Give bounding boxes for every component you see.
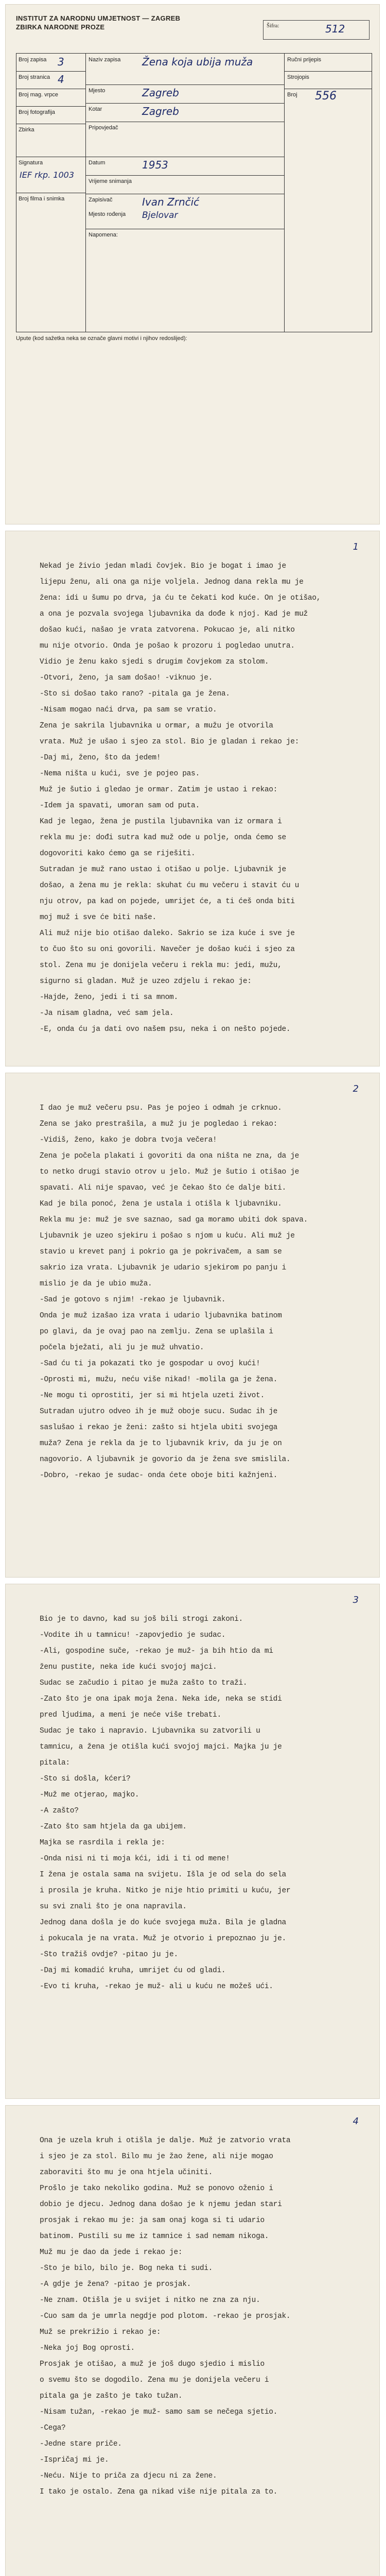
field-value: 4 <box>58 73 64 86</box>
field-label: Broj zapisa <box>19 57 47 63</box>
text-line: -Nisam mogao naći drva, pa sam se vratio. <box>40 706 217 714</box>
field-label: Broj filma i snimka <box>19 196 65 202</box>
typed-page-2 <box>5 1073 380 1578</box>
text-line: I žena je ostala sama na svijetu. Išla je od sela do sela <box>40 1871 286 1879</box>
left-column <box>16 54 86 332</box>
field-label: Mjesto rođenja <box>89 211 126 217</box>
text-line: ženu pustite, neka ide kući svojoj majci. <box>40 1663 217 1671</box>
typed-page-1 <box>5 531 380 1066</box>
text-line: -Onda nisi ni ti moja kći, idi i ti od mene! <box>40 1855 230 1863</box>
card-header <box>16 14 180 31</box>
text-line: i prosila je kruha. Nitko je nije htio primiti u kuću, jer <box>40 1887 291 1895</box>
text-line: pitala ga je zašto je tako tužan. <box>40 2392 183 2400</box>
text-line: Žena je počela plakati i govoriti da ona ništa ne zna, da je <box>40 1152 300 1160</box>
field-label: Strojopis <box>287 74 309 80</box>
text-line: -Ispričaj mi je. <box>40 2456 109 2464</box>
page-number: 3 <box>353 1595 359 1605</box>
field-value: Ivan Zrnčić <box>142 196 200 208</box>
text-line: prosjak i rekao mu je: ja sam onaj koga si ti udario <box>40 2216 265 2225</box>
field-value: Zagreb <box>142 87 179 99</box>
text-line: to netko drugi stavio otrov u jelo. Muž je šutio i otišao je <box>40 1168 300 1176</box>
right-column <box>284 54 372 332</box>
code-box <box>263 20 370 40</box>
text-line: -Otvori, ženo, ja sam došao! -viknuo je. <box>40 674 213 682</box>
text-line: -Vidiš, ženo, kako je dobra tvoja večera! <box>40 1136 217 1144</box>
text-line: došao, a žena mu je rekla: skuhat ću mu večeru i stavit ću u <box>40 882 300 890</box>
page-number: 4 <box>353 2116 359 2127</box>
field-label: Vrijeme snimanja <box>89 178 132 184</box>
text-line: o svemu što se dogodilo. Žena mu je donijela večeru i <box>40 2376 269 2384</box>
text-line: -E, onda ću ja dati ovo našem psu, neka i on nešto pojede. <box>40 1025 291 1033</box>
text-line: -Nisam tužan, -rekao je muž- samo sam se nečega sjetio. <box>40 2408 278 2416</box>
text-line: -Što si došao tako rano? -pitala ga je žena. <box>40 690 230 698</box>
text-line: došao kući, našao je vrata zatvorena. Pokucao je, ali nitko <box>40 626 295 634</box>
text-line: Nekad je živio jedan mladi čovjek. Bio je bogat i imao je <box>40 562 286 570</box>
text-line: -Ali, gospodine suče, -rekao je muž- ja bih htio da mi <box>40 1647 273 1655</box>
field-value: IEF rkp. 1003 <box>20 170 75 180</box>
text-line: i pokucala je na vrata. Muž je otvorio i prepoznao ju je. <box>40 1935 286 1943</box>
text-line: -Muž me otjerao, majko. <box>40 1791 139 1799</box>
text-line: -Ne mogu ti oprostiti, jer si mi htjela uzeti život. <box>40 1392 265 1400</box>
note-label: Napomena: <box>89 232 118 238</box>
text-line: Žena je sakrila ljubavnika u ormar, a mužu je otvorila <box>40 722 273 730</box>
text-line: Sudac se začudio i pitao je muža zašto to traži. <box>40 1679 248 1687</box>
field-label: Zapisivač <box>89 197 113 203</box>
text-line: I tako je ostalo. Žena ga nikad više nije pitala za to. <box>40 2488 278 2496</box>
text-line: -Čuo sam da je umrla negdje pod plotom. -rekao je prosjak. <box>40 2312 291 2320</box>
text-line: -A gdje je žena? -pitao je prosjak. <box>40 2280 191 2289</box>
text-line: sakrio iza vrata. Ljubavnik je udario sjekirom po panju i <box>40 1264 286 1272</box>
text-line: mu nije otvorio. Onda je pošao k prozoru i pogledao unutra. <box>40 642 295 650</box>
text-line: su svi znali što je ona napravila. <box>40 1903 187 1911</box>
field-value: 1953 <box>142 159 168 171</box>
field-value: Bjelovar <box>142 210 178 221</box>
text-line: vrata. Muž je ušao i sjeo za stol. Bio je gladan i rekao je: <box>40 738 300 746</box>
text-line: Sutradan ujutro odveo ih je muž oboje sucu. Sudac ih je <box>40 1408 278 1416</box>
text-line: -Dobro, -rekao je sudac- onda ćete oboje biti kažnjeni. <box>40 1471 278 1480</box>
text-line: i sjeo je za stol. Bilo mu je žao žene, ali nije mogao <box>40 2153 273 2161</box>
text-line: -Neću. Nije to priča za djecu ni za žene. <box>40 2472 217 2480</box>
text-line: -Hajde, ženo, jedi i ti sa mnom. <box>40 993 178 1002</box>
text-line: lijepu ženu, ali ona ga nije voljela. Jednog dana rekla mu je <box>40 578 304 586</box>
page-number: 1 <box>353 541 359 552</box>
text-line: -Što si došla, kćeri? <box>40 1775 131 1783</box>
text-line: po glavi, da je ovaj pao na zemlju. Žena se uplašila i <box>40 1328 273 1336</box>
text-line: -Čega? <box>40 2424 66 2432</box>
text-line: -Jedne stare priče. <box>40 2440 122 2448</box>
text-line: nju otrov, pa kad on pojede, umrijet će, a ti ćeš onda biti <box>40 897 295 906</box>
text-line: -Sad ću ti ja pokazati tko je gospodar u ovoj kući! <box>40 1360 260 1368</box>
field-value: Žena koja ubija muža <box>142 56 253 68</box>
text-line: -Vodite ih u tamnicu! -zapovjedio je sudac. <box>40 1631 226 1639</box>
middle-column <box>85 54 285 332</box>
text-line: Jednog dana došla je do kuće svojega muža. Bila je gladna <box>40 1919 286 1927</box>
field-label: Zbirka <box>19 127 34 133</box>
text-line: pred ljudima, a meni je neće više trebati. <box>40 1711 221 1719</box>
typed-page-4 <box>5 2105 380 2576</box>
text-line: saslušao i rekao je ženi: zašto si htjela ubiti svojega <box>40 1423 278 1432</box>
field-value: Zagreb <box>142 105 179 117</box>
text-line: Žena se jako prestrašila, a muž ju je pogledao i rekao: <box>40 1120 278 1128</box>
text-line: -Ja nisam gladna, već sam jela. <box>40 1009 174 1018</box>
field-value: 3 <box>58 56 64 68</box>
text-line: počela bježati, ali ju je muž uhvatio. <box>40 1344 204 1352</box>
text-line: -A zašto? <box>40 1807 79 1815</box>
code-label: Šifra: <box>267 23 279 29</box>
text-line: Majka se rasrdila i rekla je: <box>40 1839 165 1847</box>
text-line: spavati. Ali nije spavao, već je čekao što će dalje biti. <box>40 1184 286 1192</box>
text-line: -Daj mi komadić kruha, umrijet ću od gladi. <box>40 1967 226 1975</box>
field-label: Pripovjedač <box>89 125 118 131</box>
text-line: -Idem ja spavati, umoran sam od puta. <box>40 802 200 810</box>
text-line: -Što tražiš ovdje? -pitao ju je. <box>40 1951 178 1959</box>
text-line: stol. Žena mu je donijela večeru i rekla mu: jedi, mužu, <box>40 961 282 970</box>
text-line: Prosjak je otišao, a muž je još dugo sjedio i mislio <box>40 2360 265 2368</box>
field-label: Datum <box>89 160 106 166</box>
field-value: 556 <box>315 90 337 103</box>
field-label: Broj <box>287 92 297 98</box>
text-line: -Daj mi, ženo, što da jedem! <box>40 754 161 762</box>
text-line: Kad je bila ponoć, žena je ustala i otišla k ljubavniku. <box>40 1200 282 1208</box>
code-value: 512 <box>325 23 345 35</box>
text-line: to čuo što su oni govorili. Navečer je došao kući i sjeo za <box>40 945 295 954</box>
field-label: Signatura <box>19 160 43 166</box>
text-line: Ali muž nije bio otišao daleko. Sakrio se iza kuće i sve je <box>40 929 295 938</box>
index-card <box>5 4 380 524</box>
header-line-institute: INSTITUT ZA NARODNU UMJETNOST — ZAGREB <box>16 14 181 22</box>
text-line: -Zato što je ona ipak moja žena. Neka ide, neka se stidi <box>40 1695 282 1703</box>
text-line: Bio je to davno, kad su još bili strogi zakoni. <box>40 1615 243 1623</box>
field-label: Broj stranica <box>19 74 50 80</box>
text-line: Muž je šutio i gledao je ormar. Zatim je ustao i rekao: <box>40 786 278 794</box>
field-label: Mjesto <box>89 88 106 94</box>
typed-page-3 <box>5 1584 380 2099</box>
text-line: -Zato što sam htjela da ga ubijem. <box>40 1823 187 1831</box>
text-line: Sudac je tako i napravio. Ljubavnika su zatvorili u <box>40 1727 260 1735</box>
text-line: Rekla mu je: muž je sve saznao, sad ga moramo ubiti dok spava. <box>40 1216 308 1224</box>
text-line: -Neka joj Bog oprosti. <box>40 2344 135 2352</box>
text-line: nagovorio. A ljubavnik je govorio da je žena sve smislila. <box>40 1455 291 1464</box>
text-line: Kad je legao, žena je pustila ljubavnika van iz ormara i <box>40 818 282 826</box>
text-line: tamnicu, a žena je otišla kući svojoj majci. Majka ju je <box>40 1743 282 1751</box>
card-grid <box>16 53 372 332</box>
text-line: stavio u krevet panj i pokrio ga je pokrivačem, a sam se <box>40 1248 282 1256</box>
text-line: moj muž i sve će biti naše. <box>40 913 156 922</box>
field-label: Naziv zapisa <box>89 57 121 63</box>
header-line-collection: ZBIRKA NARODNE PROZE <box>16 23 105 31</box>
text-line: muža? Žena je rekla da je to ljubavnik kriv, da ju je on <box>40 1439 282 1448</box>
text-line: Muž mu je dao da jede i rekao je: <box>40 2248 183 2257</box>
field-label: Ručni prijepis <box>287 57 322 63</box>
text-line: žena: idi u šumu po drva, ja ću te čekati kod kuće. On je otišao, <box>40 594 321 602</box>
text-line: -Nema ništa u kući, sve je pojeo pas. <box>40 770 200 778</box>
text-line: zaboraviti što mu je ona htjela učiniti. <box>40 2168 213 2177</box>
text-line: I dao je muž večeru psu. Pas je pojeo i odmah je crknuo. <box>40 1104 282 1112</box>
text-line: pitala: <box>40 1759 70 1767</box>
text-line: Ljubavnik je uzeo sjekiru i pošao s njom u kuću. Ali muž je <box>40 1232 295 1240</box>
text-line: mislio je da je ubio muža. <box>40 1280 152 1288</box>
text-line: rekla mu je: dođi sutra kad muž ode u polje, onda ćemo se <box>40 834 286 842</box>
text-line: Vidio je ženu kako sjedi s drugim čovjekom za stolom. <box>40 658 269 666</box>
card-footer-instructions: Upute (kod sažetka neka se označe glavni motivi i njihov redoslijed): <box>16 335 187 342</box>
text-line: -Sad je gotovo s njim! -rekao je ljubavnik. <box>40 1296 226 1304</box>
field-label: Broj mag. vrpce <box>19 92 59 98</box>
text-line: a ona je pozvala svojega ljubavnika da dođe k njoj. Kad je muž <box>40 610 308 618</box>
text-line: dobio je djecu. Jednog dana došao je k njemu jedan stari <box>40 2200 282 2209</box>
field-label: Kotar <box>89 106 102 112</box>
text-line: Ona je uzela kruh i otišla je dalje. Muž je zatvorio vrata <box>40 2137 291 2145</box>
text-line: dogovoriti kako ćemo ga se riješiti. <box>40 850 196 858</box>
text-line: -Oprosti mi, mužu, neću više nikad! -molila ga je žena. <box>40 1376 278 1384</box>
page-number: 2 <box>353 1083 359 1094</box>
text-line: -Evo ti kruha, -rekao je muž- ali u kuću ne možeš ući. <box>40 1982 273 1991</box>
text-line: -Ne znam. Otišla je u svijet i nitko ne zna za nju. <box>40 2296 260 2304</box>
text-line: Prošlo je tako nekoliko godina. Muž se ponovo oženio i <box>40 2184 273 2193</box>
field-label: Broj fotografija <box>19 109 55 115</box>
text-line: sigurno si gladan. Muž je uzeo zdjelu i rekao je: <box>40 977 252 986</box>
text-line: batinom. Pustili su me iz tamnice i sad nemam nikoga. <box>40 2232 269 2241</box>
card-blank-area <box>16 360 371 515</box>
text-line: Muž se prekrižio i rekao je: <box>40 2328 161 2336</box>
text-line: Onda je muž izašao iza vrata i udario ljubavnika batinom <box>40 1312 282 1320</box>
text-line: Sutradan je muž rano ustao i otišao u polje. Ljubavnik je <box>40 866 286 874</box>
text-line: -Što je bilo, bilo je. Bog neka ti sudi. <box>40 2264 213 2273</box>
